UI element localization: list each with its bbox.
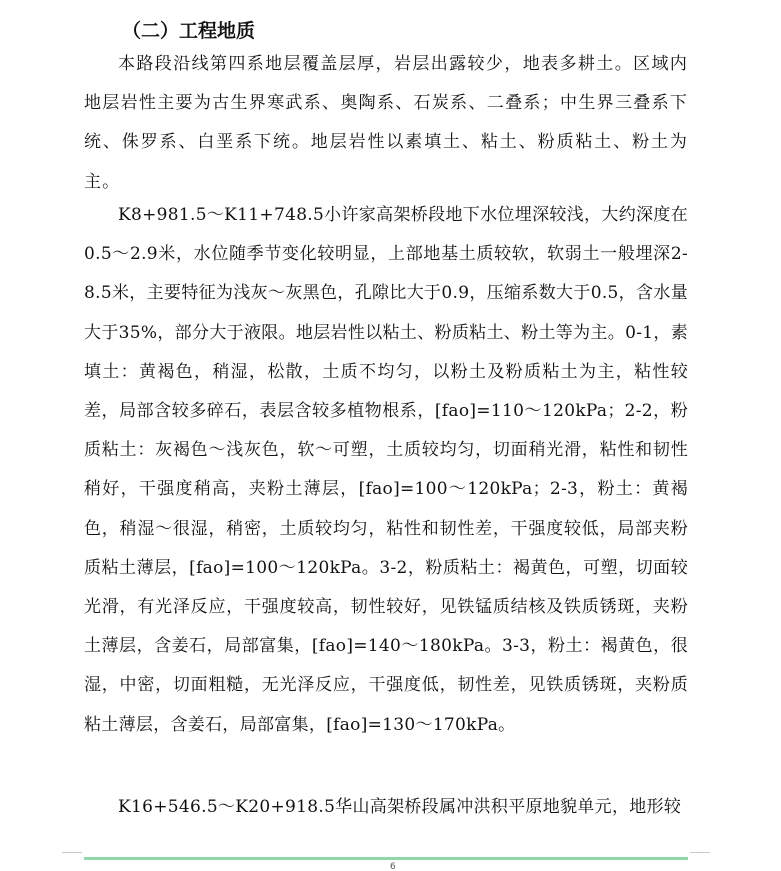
footer-divider — [84, 857, 688, 860]
section-heading: （二）工程地质 — [122, 20, 256, 42]
page-corner-mark-left — [62, 852, 82, 853]
paragraph-regional-geology: 本路段沿线第四系地层覆盖层厚，岩层出露较少，地表多耕土。区域内地层岩性主要为古生界寒武系、奥陶系、石炭系、二叠系；中生界三叠系下统、侏罗系、白垩系下统。地层岩性以素填土、粘土、粉质粘土、粉土为主。 — [84, 54, 688, 192]
page-number: 6 — [390, 862, 396, 871]
paragraph-huashan-bridge: K16+546.5～K20+918.5华山高架桥段属冲洪积平原地貌单元，地形较 — [118, 797, 682, 817]
paragraph-xiaoxujia-bridge: K8+981.5～K11+748.5小许家高架桥段地下水位埋深较浅，大约深度在0.5～2.9米，水位随季节变化较明显，上部地基土质较软，软弱土一般埋深2-8.5米，主要特征为浅灰～灰黑色，孔隙比大于0.9，压缩系数大于0.5，含水量大于35%，部分大于液限。地层岩性以粘土、粉质粘土、粉土等为主。0-1，素填土：黄褐色，稍湿，松散，土质不均匀，以粉土及粉质粘土为主，粘性较差，局部含较多碎石，表层含较多植物根系，[fao]=110～120kPa；2-2，粉质粘土：灰褐色～浅灰色，软～可塑，土质较均匀，切面稍光滑，粘性和韧性稍好，干强度稍高，夹粉土薄层，[fao]=100～120kPa；2-3，粉土：黄褐色，稍湿～很湿，稍密，土质较均匀，粘性和韧性差，干强度较低，局部夹粉质粘土薄层，[fao]=100～120kPa。3-2，粉质粘土：褐黄色，可塑，切面较光滑，有光泽反应，干强度较高，韧性较好，见铁锰质结核及铁质锈斑，夹粉土薄层，含姜石，局部富集，[fao]=140～180kPa。3-3，粉土：褐黄色，很湿，中密，切面粗糙，无光泽反应，干强度低，韧性差，见铁质锈斑，夹粉质粘土薄层，含姜石，局部富集，[fao]=130～170kPa。 — [84, 205, 688, 735]
page-corner-mark-right — [690, 852, 710, 853]
